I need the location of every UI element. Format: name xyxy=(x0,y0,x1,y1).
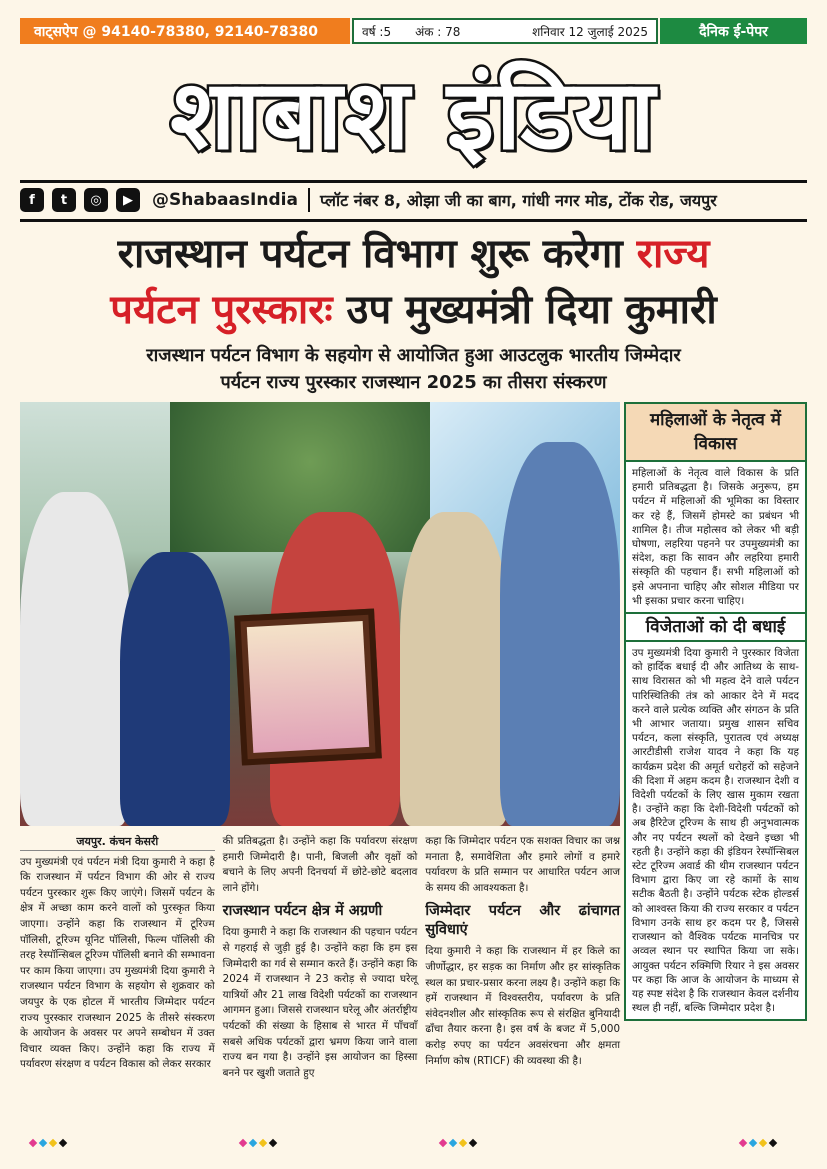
social-bar xyxy=(20,184,807,216)
news-photo xyxy=(20,402,620,826)
byline: जयपुर. कंचन केसरी xyxy=(20,834,215,851)
divider xyxy=(308,188,310,212)
twitter-icon[interactable]: t xyxy=(52,188,76,212)
column-text: दिया कुमारी ने कहा कि राजस्थान की पहचान पर्यटन से गहराई से जुड़ी हुई है। उन्होंने कहा कि हम इस जिम्मेदारी का गर्व से सम्मान करते हैं। उन्होंने कहा कि 2024 में राजस्थान ने 23 करोड़ से ज्यादा घरेलू यात्रियों और 21 लाख विदेशी पर्यटकों का राजस्थान आगमन हुआ। जिससे राजस्थान घरेलू और अंतर्राष्ट्रीय पर्यटकों की संख्या के हिसाब से भारत में पाँचवाँ सबसे अधिक पर्यटकों द्वारा भ्रमण किया जाने वाला राज्य बन गया है। उन्होंने इस आयोजन का हिस्सा बनने पर खुशी जताते हुए xyxy=(222,926,418,1079)
article-column-3 xyxy=(425,834,620,1134)
youtube-icon[interactable]: ▶ xyxy=(116,188,140,212)
whatsapp-contact: वाट्सऐप @ 94140-78380, 92140-78380 xyxy=(20,18,350,44)
subhead-line1: राजस्थान पर्यटन विभाग के सहयोग से आयोजित हुआ आउटलुक भारतीय जिम्मेदार xyxy=(146,345,681,366)
portrait-painting xyxy=(247,621,369,753)
newspaper-title: शाबाश इंडिया xyxy=(170,58,657,171)
issue-info xyxy=(352,18,658,44)
sidebar-title-winners: विजेताओं को दी बधाई xyxy=(624,614,807,640)
decorative-dots xyxy=(440,1140,476,1146)
article-column-1 xyxy=(20,834,215,1134)
facebook-icon[interactable]: f xyxy=(20,188,44,212)
column-text: दिया कुमारी ने कहा कि राजस्थान में हर किले का जीर्णोद्धार, हर सड़क का निर्माण और हर सांस्कृतिक स्थल का प्रचार-प्रसार करना लक्ष्य है। उन्होंने कहा कि हमें राजस्थान में विश्वस्तरीय, पर्यावरण के प्रति संवेदनशील और सांस्कृतिक रूप से संरक्षित बुनियादी ढाँचा तैयार करना है। इस वर्ष के बजट में 5,000 करोड़ रुपए का पर्यटन अवसंरचना और क्षमता निर्माण कोष (RTICF) की व्यवस्था की है। xyxy=(425,945,621,1067)
photo-person xyxy=(20,492,130,826)
edition-label: दैनिक ई-पेपर xyxy=(660,18,807,44)
sidebar-body-winners: उप मुख्यमंत्री दिया कुमारी ने पुरस्कार विजेता को हार्दिक बधाई दी और आतिथ्य के साथ-साथ विरासत को भी महत्व देने वाले पर्यटन पारिस्थितिकी तंत्र को आकार देने में मदद करने वाले प्रत्येक व्यक्ति और संगठन के प्रति भी आभार जताया। प्रमुख शासन सचिव पर्यटन, कला संस्कृति, पुरातत्व एवं अध्यक्ष आरटीडीसी राजेश यादव ने कहा कि यह कार्यक्रम प्रदेश की अमूर्त धरोहरों को सहेजने की दिशा में अहम कदम है। राजस्थान देशी व विदेशी पर्यटकों के लिए खास मुकाम रखता है। उन्होंने कहा कि देशी-विदेशी पर्यटकों को अब हैरिटेज टूरिज्म के साथ ही अनुभवात्मक और नए पर्यटन स्थलों को देखने इच्छा भी रहती है। उन्होंने कहा की इंडियन रेस्पॉन्सिबल स्टेट टूरिज्म अवार्ड की थीम राजस्थान पर्यटन विभाग द्वारा किए जा रहे कामों के साथ सटीक बैठती है। उन्होंने पर्यटक स्टेक होल्डर्स को आश्वस्त किया की राज्य सरकार व पर्यटन विभाग उनके साथ हर कदम पर है, जिससे राजस्थान को वैश्विक पर्यटक मानचित्र पर अव्वल स्थान पर स्थापित किया जा सके। आयुक्त पर्यटन रुक्मिणि रियार ने इस अवसर पर कहा कि आज के आयोजन के माध्यम से यह स्पष्ट संदेश है कि राजस्थान केवल दर्शनीय स्थल ही नहीं, बल्कि जिम्मेदार प्रदेश है। xyxy=(624,640,807,1021)
instagram-icon[interactable]: ◎ xyxy=(84,188,108,212)
subhead-line2: पर्यटन राज्य पुरस्कार राजस्थान 2025 का तीसरा संस्करण xyxy=(220,372,607,393)
column-text: उप मुख्यमंत्री एवं पर्यटन मंत्री दिया कुमारी ने कहा है कि राजस्थान में पर्यटन विभाग की ओर से राज्य पर्यटन पुरस्कार शुरू किए जाएंगे। जिसमें पर्यटन के क्षेत्र में अच्छा काम करने वालों को पुरस्कृत किया जाएगा। उन्होंने कहा कि राजस्थान में टूरिज्म पॉलिसी, टूरिज्म यूनिट पॉलिसी, फिल्म पॉलिसी की तरह रेस्पॉन्सिबल टूरिज्म पॉलिसी बनाने की सम्भावना पर काम किया जाएगा। उप मुख्यमंत्री दिया कुमारी ने राजस्थान पर्यटन विभाग के सहयोग से शुक्रवार को जयपुर के एक होटल में भारतीय जिम्मेदार पर्यटन राज्य पुरस्कार राजस्थान 2025 के तीसरे संस्करण के आयोजन के अवसर पर अपने सम्बोधन में उक्त विचार व्यक्त किए। उन्होंने कहा कि राज्य में पर्यावरण संरक्षण व पर्यटन विकास को लेकर सरकार xyxy=(20,855,215,1071)
issue-number: अंक : 78 xyxy=(415,24,461,39)
headline-line1: राजस्थान पर्यटन विभाग शुरू करेगा xyxy=(117,231,637,277)
address: प्लॉट नंबर 8, ओझा जी का बाग, गांधी नगर मोड, टोंक रोड, जयपुर xyxy=(319,191,717,210)
decorative-dots xyxy=(30,1140,66,1146)
section-heading: जिम्मेदार पर्यटन और ढांचागत सुविधाएं xyxy=(425,903,621,939)
sidebar-title-women: महिलाओं के नेतृत्व में विकास xyxy=(624,402,807,460)
column-text: कहा कि जिम्मेदार पर्यटन एक सशक्त विचार का जश्न मनाता है, समावेशिता और हमारे लोगों व हमारे पर्यावरण के प्रति सम्मान पर आधारित पर्यटन आज के समय की आवश्यकता है। xyxy=(425,835,621,894)
headline-line2-red: पर्यटन पुरस्कारः xyxy=(110,287,333,333)
column-text: की प्रतिबद्धता है। उन्होंने कहा कि पर्यावरण संरक्षण हमारी जिम्मेदारी है। पानी, बिजली और वृक्षों को बचाने के लिए अपनी दिनचर्या में छोटे-छोटे बदलाव लाने होंगे। xyxy=(222,835,418,894)
section-heading: राजस्थान पर्यटन क्षेत्र में अग्रणी xyxy=(222,903,383,920)
social-handle[interactable]: @ShabaasIndia xyxy=(152,190,298,210)
portrait-frame xyxy=(234,608,382,765)
subheadline xyxy=(20,342,807,396)
photo-person xyxy=(400,512,510,826)
masthead xyxy=(0,46,827,176)
divider xyxy=(20,180,807,183)
volume: वर्ष :5 xyxy=(362,24,392,39)
headline-line2: उप मुख्यमंत्री दिया कुमारी xyxy=(332,287,717,333)
top-bar xyxy=(0,0,827,44)
article-body xyxy=(20,834,620,1134)
photo-person xyxy=(500,442,620,826)
article-column-2 xyxy=(223,834,418,1134)
photo-person xyxy=(120,552,230,826)
decorative-dots xyxy=(740,1140,776,1146)
sidebar xyxy=(624,402,807,1138)
sidebar-body-women: महिलाओं के नेतृत्व वाले विकास के प्रति हमारी प्रतिबद्धता है। जिसके अनुरूप, हम पर्यटन में महिलाओं की भूमिका का विस्तार कर रहे हैं, जिसमें होमस्टे का प्रबंधन भी शामिल है। तीज महोत्सव को लेकर भी बड़ी घोषणा, लहरिया पहनने पर उपमुख्यमंत्री का संदेश, कहा कि सावन और लहरिया हमारी संस्कृति की पहचान हैं। सभी महिलाओं को इसे अपनाना चाहिए और सोशल मीडिया पर भी इसका प्रचार करना चाहिए। xyxy=(624,460,807,614)
divider xyxy=(20,219,807,222)
issue-date: शनिवार 12 जुलाई 2025 xyxy=(532,24,648,39)
main-headline xyxy=(20,226,807,338)
decorative-dots xyxy=(240,1140,276,1146)
headline-line1-red: राज्य xyxy=(636,231,710,277)
